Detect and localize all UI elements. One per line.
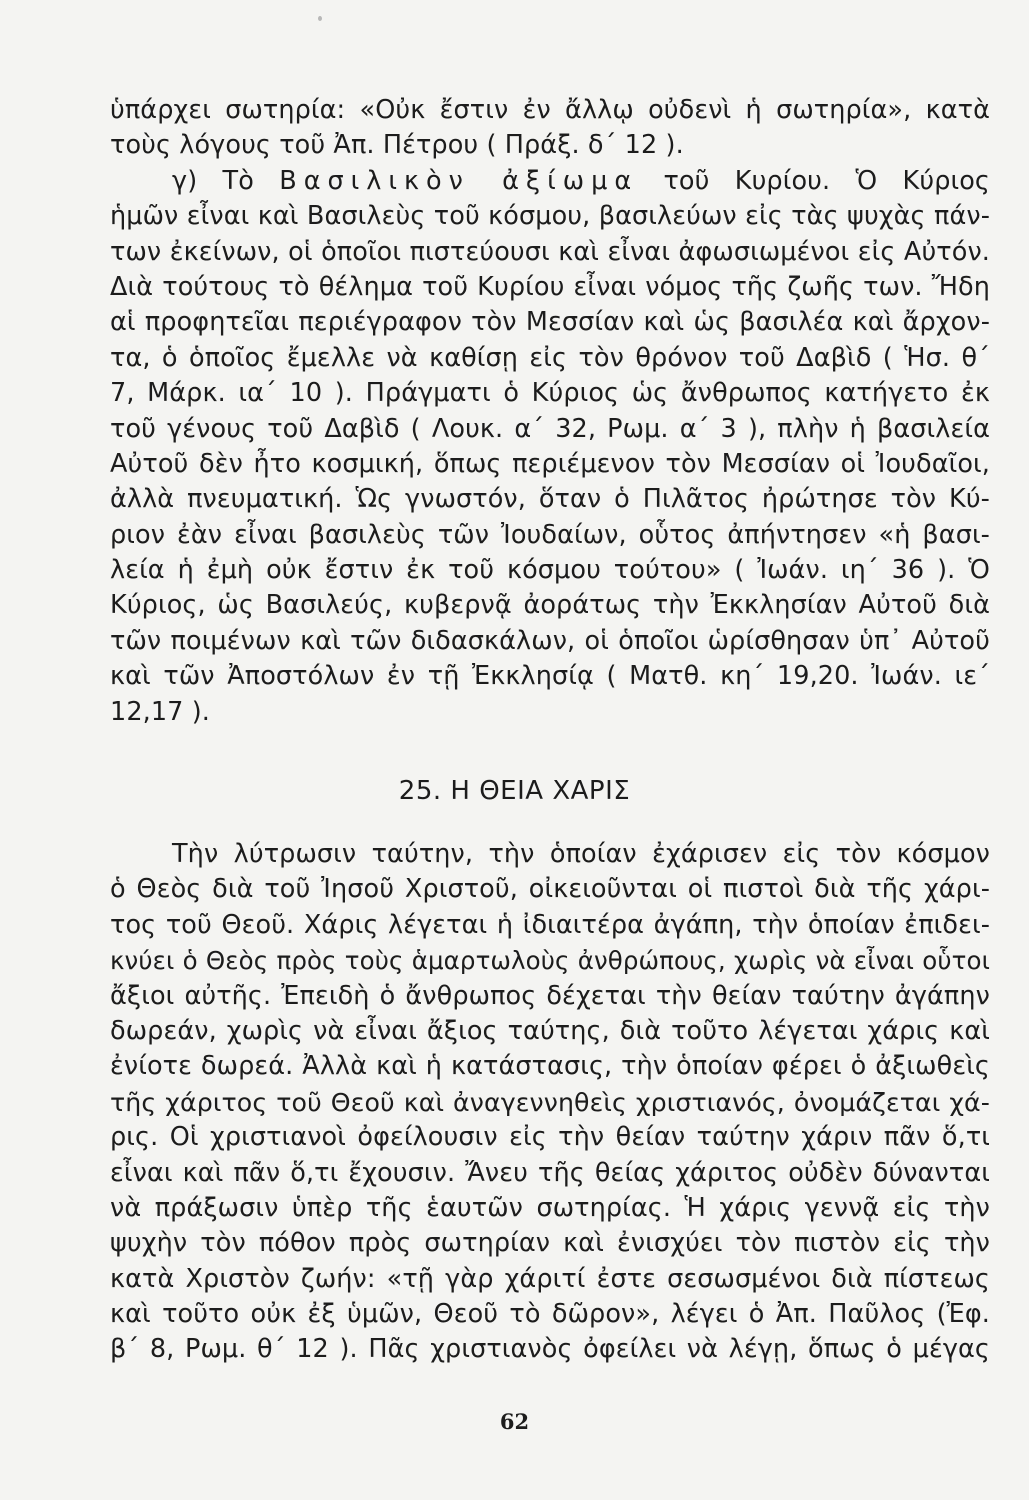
text-line: λεία ἡ ἐμὴ οὐκ ἔστιν ἐκ τοῦ κόσμου τούτου» ( Ἰωάν. ιη΄ 36 ). Ὁ bbox=[110, 555, 990, 586]
text-line: 7, Μάρκ. ια΄ 10 ). Πράγματι ὁ Κύριος ὡς ἄνθρωπος κατήγετο ἐκ bbox=[110, 378, 990, 409]
text-line: εἶναι καὶ πᾶν ὅ,τι ἔχουσιν. Ἄνευ τῆς θείας χάριτος οὐδὲν δύνανται bbox=[110, 1157, 990, 1188]
subsection-marker: γ) Τὸ bbox=[172, 165, 280, 196]
text-line: κατὰ Χριστὸν ζωήν: «τῇ γὰρ χάριτί ἐστε σεσωσμένοι διὰ πίστεως bbox=[110, 1263, 990, 1294]
text-line: Διὰ τούτους τὸ θέλημα τοῦ Κυρίου εἶναι νόμος τῆς ζωῆς των. Ἤδη bbox=[110, 271, 990, 302]
section-heading: 25. Η ΘΕΙΑ ΧΑΡΙΣ bbox=[398, 776, 631, 806]
text-line: Τὴν λύτρωσιν ταύτην, τὴν ὁποίαν ἐχάρισεν εἰς τὸν κόσμον bbox=[172, 839, 990, 869]
text-line: ὁ Θεὸς διὰ τοῦ Ἰησοῦ Χριστοῦ, οἰκειοῦνται οἱ πιστοὶ διὰ τῆς χάρι- bbox=[110, 874, 990, 905]
text-line: των ἐκείνων, οἱ ὁποῖοι πιστεύουσι καὶ εἶναι ἀφωσιωμένοι εἰς Αὐτόν. bbox=[110, 236, 990, 267]
text-line: ὑπάρχει σωτηρία: «Οὐκ ἔστιν ἐν ἄλλῳ οὐδενὶ ἡ σωτηρία», κατὰ bbox=[110, 95, 990, 125]
text-line: αἱ προφητεῖαι περιέγραφον τὸν Μεσσίαν καὶ ὡς βασιλέα καὶ ἄρχον- bbox=[110, 307, 990, 338]
text-line: ἄξιοι αὐτῆς. Ἐπειδὴ ὁ ἄνθρωπος δέχεται τὴν θείαν ταύτην ἀγάπην bbox=[110, 980, 990, 1011]
text-line: 12,17 ). bbox=[110, 696, 210, 727]
text-line: τα, ὁ ὁποῖος ἔμελλε νὰ καθίσῃ εἰς τὸν θρόνον τοῦ Δαβὶδ ( Ἡσ. θ΄ bbox=[110, 342, 990, 373]
text-line: δωρεάν, χωρὶς νὰ εἶναι ἄξιος ταύτης, διὰ τοῦτο λέγεται χάρις καὶ bbox=[110, 1015, 990, 1046]
text-line: Αὐτοῦ δὲν ἦτο κοσμική, ὅπως περιέμενον τὸν Μεσσίαν οἱ Ἰουδαῖοι, bbox=[110, 448, 990, 479]
text-line: ἀλλὰ πνευματική. Ὡς γνωστόν, ὅταν ὁ Πιλᾶτος ἠρώτησε τὸν Κύ- bbox=[110, 484, 990, 515]
text-line: ψυχὴν τὸν πόθον πρὸς σωτηρίαν καὶ ἐνισχύει τὸν πιστὸν εἰς τὴν bbox=[110, 1228, 990, 1259]
text-line: ρις. Οἱ χριστιανοὶ ὀφείλουσιν εἰς τὴν θείαν ταύτην χάριν πᾶν ὅ,τι bbox=[110, 1122, 990, 1153]
page-number: 62 bbox=[499, 1409, 530, 1434]
text-line: τοῦ γένους τοῦ Δαβὶδ ( Λουκ. α΄ 32, Ρωμ. α΄ 3 ), πλὴν ἡ βασιλεία bbox=[110, 413, 990, 444]
paper-speck bbox=[318, 16, 322, 21]
text-line: ριον ἐὰν εἶναι βασιλεὺς τῶν Ἰουδαίων, οὗτος ἀπήντησεν «ἡ βασι- bbox=[110, 519, 990, 550]
subsection-line bbox=[110, 164, 990, 199]
paragraph-royal-office bbox=[110, 93, 990, 730]
text-line: Κύριος, ὡς Βασιλεύς, κυβερνᾷ ἀοράτως τὴν Ἐκκλησίαν Αὐτοῦ διὰ bbox=[110, 590, 990, 621]
text-line: ἡμῶν εἶναι καὶ Βασιλεὺς τοῦ κόσμου, βασιλεύων εἰς τὰς ψυχὰς πάν- bbox=[110, 201, 990, 232]
text-line: κνύει ὁ Θεὸς πρὸς τοὺς ἁμαρτωλοὺς ἀνθρώπους, χωρὶς νὰ εἶναι οὗτοι bbox=[110, 946, 990, 976]
text-line: ἐνίοτε δωρεά. Ἀλλὰ καὶ ἡ κατάστασις, τὴν ὁποίαν φέρει ὁ ἀξιωθεὶς bbox=[110, 1051, 990, 1082]
text-line: καὶ τῶν Ἀποστόλων ἐν τῇ Ἐκκλησίᾳ ( Ματθ. κη΄ 19,20. Ἰωάν. ιε΄ bbox=[110, 661, 990, 692]
subsection-tail: τοῦ Κυρίου. Ὁ Κύριος bbox=[638, 165, 990, 196]
text-line: τῆς χάριτος τοῦ Θεοῦ καὶ ἀναγεννηθεὶς χριστιανός, ὀνομάζεται χά- bbox=[110, 1087, 990, 1117]
text-line: καὶ τοῦτο οὐκ ἐξ ὑμῶν, Θεοῦ τὸ δῶρον», λέγει ὁ Ἀπ. Παῦλος (Ἐφ. bbox=[110, 1299, 990, 1330]
text-line: τῶν ποιμένων καὶ τῶν διδασκάλων, οἱ ὁποῖοι ὡρίσθησαν ὑπ᾽ Αὐτοῦ bbox=[110, 625, 990, 656]
spaced-term: Βασιλικὸν ἀξίωμα bbox=[279, 165, 639, 196]
text-line: τος τοῦ Θεοῦ. Χάρις λέγεται ἡ ἰδιαιτέρα ἀγάπη, τὴν ὁποίαν ἐπιδει- bbox=[110, 909, 990, 940]
text-line: νὰ πράξωσιν ὑπὲρ τῆς ἑαυτῶν σωτηρίας. Ἡ χάρις γεννᾷ εἰς τὴν bbox=[110, 1192, 990, 1223]
text-line: β΄ 8, Ρωμ. θ΄ 12 ). Πᾶς χριστιανὸς ὀφείλει νὰ λέγῃ, ὅπως ὁ μέγας bbox=[110, 1334, 990, 1365]
paragraph-divine-grace bbox=[110, 837, 990, 1368]
text-line: τοὺς λόγους τοῦ Ἀπ. Πέτρου ( Πράξ. δ΄ 12 ). bbox=[110, 130, 684, 161]
